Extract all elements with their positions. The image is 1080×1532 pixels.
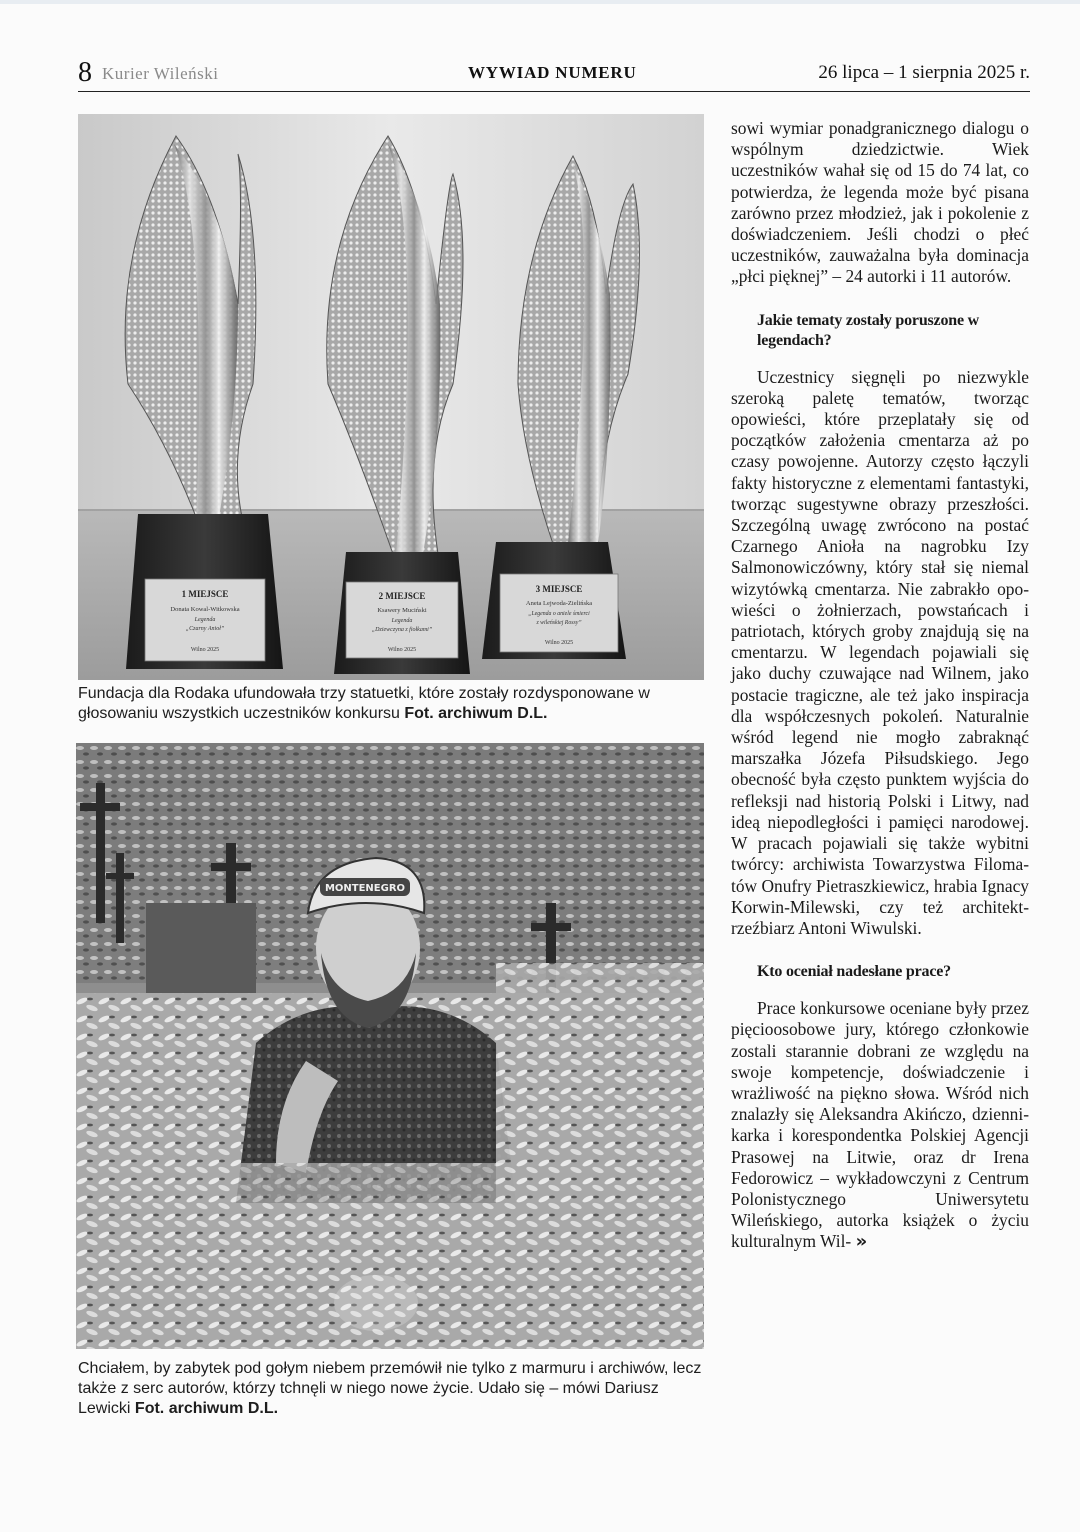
plaque-2-city: Wilno 2025 [387,647,417,653]
page-number: 8 [78,57,92,88]
newspaper-name: Kurier Wileński [102,64,219,83]
portrait-caption [78,1359,708,1419]
trophies-caption [78,684,708,724]
photo-credit: Fot. archiwum D.L. [404,705,548,722]
article-paragraph-1: sowi wymiar ponadgranicznego dialogu o wspólnym dziedzictwie. Wiek uczestników wahał się od 15 do 74 lat, co potwierdza, że legenda może być pisana zarówno przez młodzież, jak i pokolenie z doświadczeniem. Jeśli chodzi o płeć uczestników, zauważalna była dominacja „płci pięknej” – 24 autorki i 11 autorów. [731,118,1029,287]
plaque-2-place: 2 MIEJSCE [378,591,426,601]
paragraph-3-text: Prace konkursowe oceniane były przez pięcioosobowe jury, którego członkowie zostali starannie dobrani ze względu na swoje kompetencje, doświadczenie i wrażliwość na piękno słowa. Wśród nich znalazły się Aleksandra Akińczo, dziennikarka i korespondentka Polskiej Agencji Prasowej na Litwie, oraz dr Irena Fedorowicz – wykładowczyni z Centrum Polonistycznego Uniwersytetu Wileńskiego, autorka książek o życiu kulturalnym Wil- [731,998,1029,1252]
article-paragraph-3 [731,998,1029,1252]
article-paragraph-2: Uczestnicy sięgnęli po niezwykle szeroką paletę tematów, tworząc opowieści, które przeplatały się od początków założenia cmentarza aż po czasy powojenne. Autorzy często łączyli fakty historyczne z elementami fantastyki, tworząc sugestywne obrazy przeszłości. Szczególną uwagę zwrócono na postać Czarnego Anioła na nagrobku Izy Salmonowiczówny, który stał się niemal wizytówką cmentarza. Nie zabrakło opowieści o żołnierzach, powstańcach i patriotach, których groby znajdują się na cmentarzu. W legendach pojawiali się jako duchy czuwające nad Wilnem, jako postacie tragiczne, ale też jako inspiracja dla współczesnych pokoleń. Naturalnie wśród legend nie mogło zabraknąć marszałka Józefa Piłsudskiego. Jego obecność była często punktem wyjścia do refleksji nad historią Polski i Litwy, nad ideą niepodległości i pamięci narodowej. W pracach pojawiali się także wybitni twórcy: archiwista Towarzystwa Filomatów Onufry Pietraszkiewicz, hrabia Ignacy Korwin-Milewski, czy też architekt-rzeźbiarz Antoni Wiwulski. [731,366,1029,938]
interview-question-1: Jakie tematy zostały poruszone w legendach? [757,311,980,349]
cemetery-portrait-photo [76,743,704,1349]
plaque-3-place: 3 MIEJSCE [535,584,583,594]
continued-arrow-icon: » [855,1231,864,1253]
trophies-photo [78,114,704,680]
plaque-1-author: Donata Kowal-Witkowska [170,606,240,613]
running-header [78,58,1030,92]
plaque-1-genre: Legenda [194,617,216,623]
plaque-2-author: Ksawery Muciński [377,607,427,614]
cap-print: MONTENEGRO [324,883,406,894]
plaque-3-author: Aneta Lejwoda-Zielińska [525,600,593,607]
photo-credit: Fot. archiwum D.L. [134,1400,279,1417]
caption-text: Fundacja dla Rodaka ufundowała trzy statuetki, które zostały rozdysponowane w głosowaniu wszystkich uczestników konkursu [78,685,650,722]
plaque-3-genre: „Legenda o aniele śmierci [528,611,590,617]
plaque-2-title: „Dziewczyna z fiołkami” [371,627,433,633]
plaque-1-title: „Czarny Anioł” [185,626,225,632]
section-title: WYWIAD NUMERU [468,63,637,82]
article-column [731,118,1029,1253]
plaque-1-place: 1 MIEJSCE [181,589,229,599]
plaque-1-city: Wilno 2025 [190,647,220,653]
issue-date: 26 lipca – 1 sierpnia 2025 r. [818,62,1030,83]
plaque-3-city: Wilno 2025 [544,640,574,646]
plaque-3-title: z wileńskiej Rossy” [536,620,582,626]
plaque-2-genre: Legenda [391,618,413,624]
top-edge-line [0,0,1080,4]
interview-question-2: Kto oceniał nadesłane prace? [757,963,951,981]
caption-text: Chciałem, by zabytek pod gołym niebem przemówił nie tylko z marmuru i archiwów, lecz także z serc autorów, którzy tchnęli w niego nowe życie. Udało się – mówi Dariusz Lewicki [78,1360,702,1417]
